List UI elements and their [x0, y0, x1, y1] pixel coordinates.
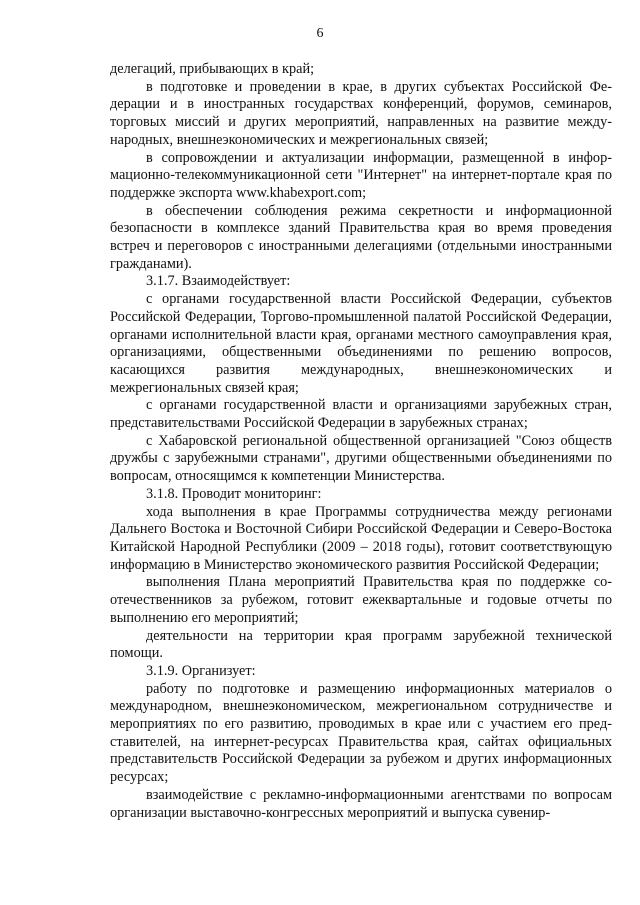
paragraph-foreign-organizations: с органами государственной власти и организациями зарубежных стран, представительствами Российской Федерации в зарубежных странах;: [110, 397, 612, 432]
section-heading-3-1-8: 3.1.8. Проводит мониторинг:: [146, 485, 322, 502]
section-heading-3-1-7: 3.1.7. Взаимодействует:: [146, 273, 291, 290]
paragraph-conferences: в подготовке и проведении в крае, в других субъектах Российской Федерации и в иностранных государствах конференций, форумов, семинаров, торговых миссий и других мероприятий, направленных на развитие международных, внешнеэкономических и межрегиональных связей;: [110, 78, 612, 148]
paragraph-advertising-agencies: взаимодействие с рекламно-информационными агентствами по вопросам организации выставочно-конгрессных мероприятий и выпуска сувенир-: [110, 786, 612, 821]
paragraph-export-portal: в сопровождении и актуализации информации, размещенной в информационно-телекоммуникационной сети "Интернет" на интернет-портале края по поддержке экспорта www.khabexport.com;: [110, 149, 612, 201]
paragraph-technical-assistance: деятельности на территории края программ зарубежной технической помощи.: [110, 627, 612, 662]
document-body: [110, 61, 612, 822]
paragraph-state-authorities: с органами государственной власти Российской Федерации, субъектов Российской Федерации, Торгово-промышленной палатой Российской Федерации, органами исполнительной власти края, органами местного самоуправления края, организациями, общественными объединениями по решению вопросов, касающихся развития международных, внешнеэкономических и межрегиональных связей края;: [110, 291, 612, 396]
paragraph-continuation: делегаций, прибывающих в край;: [110, 61, 315, 77]
paragraph-information-materials: работу по подготовке и размещению информационных материалов о международном, внешнеэкономическом, межрегиональном сотрудничестве и мероприятиях по его развитию, проводимых в крае или с участием его представителей, на интернет-ресурсах Правительства края, сайтах официальных представительств Российской Федерации за рубежом и других информационных ресурсах;: [110, 680, 612, 786]
paragraph-compatriots-plan: выполнения Плана мероприятий Правительства края по поддержке соотечественников за рубежом, готовит ежеквартальные и годовые отчеты по выполнению его мероприятий;: [110, 574, 612, 626]
paragraph-friendship-union: с Хабаровской региональной общественной организацией "Союз обществ дружбы с зарубежными странами", другими общественными объединениями по вопросам, относящимся к компетенции Министерства.: [110, 432, 612, 485]
page-number: 6: [316, 26, 324, 41]
section-heading-3-1-9: 3.1.9. Организует:: [146, 662, 256, 679]
paragraph-security: в обеспечении соблюдения режима секретности и информационной безопасности в комплексе зданий Правительства края во время проведения встреч и переговоров с иностранными делегациями (отдельными иностранными гражданами).: [110, 202, 612, 272]
paragraph-cooperation-program: хода выполнения в крае Программы сотрудничества между регионами Дальнего Востока и Восточной Сибири Российской Федерации и Северо-Востока Китайской Народной Республики (2009 – 2018 годы), готовит соответствующую информацию в Министерство экономического развития Российской Федерации;: [110, 503, 612, 573]
